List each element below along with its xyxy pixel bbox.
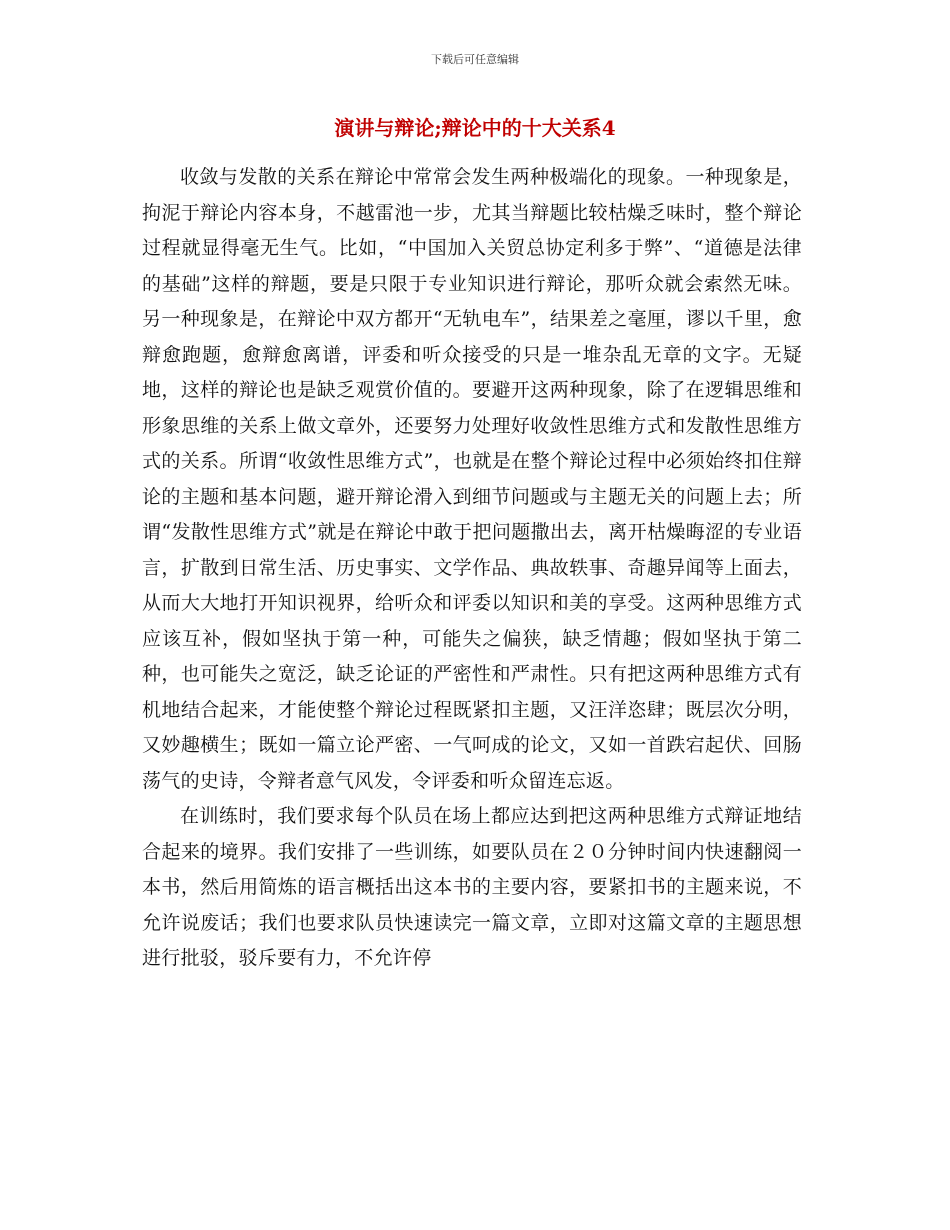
document-title: 演讲与辩论;辩论中的十大关系4 (334, 116, 616, 140)
paragraph-1: 收敛与发散的关系在辩论中常常会发生两种极端化的现象。一种现象是，拘泥于辩论内容本身，不越雷池一步，尤其当辩题比较枯燥乏味时，整个辩论过程就显得毫无生气。比如，“中国加入关贸总协定利多于弊”、“道德是法律的基础”这样的辩题，要是只限于专业知识进行辩论，那听众就会索然无味。另一种现象是，在辩论中双方都开“无轨电车”，结果差之毫厘，谬以千里，愈辩愈跑题，愈辩愈离谱，评委和听众接受的只是一堆杂乱无章的文字。无疑地，这样的辩论也是缺乏观赏价值的。要避开这两种现象，除了在逻辑思维和形象思维的关系上做文章外，还要努力处理好收敛性思维方式和发散性思维方式的关系。所谓“收敛性思维方式”，也就是在整个辩论过程中必须始终扣住辩论的主题和基本问题，避开辩论滑入到细节问题或与主题无关的问题上去；所谓“发散性思维方式”就是在辩论中敢于把问题撒出去，离开枯燥晦涩的专业语言，扩散到日常生活、历史事实、文学作品、典故轶事、奇趣异闻等上面去，从而大大地打开知识视界，给听众和评委以知识和美的享受。这两种思维方式应该互补，假如坚执于第一种，可能失之偏狭，缺乏情趣；假如坚执于第二种，也可能失之宽泛，缺乏论证的严密性和严肃性。只有把这两种思维方式有机地结合起来，才能使整个辩论过程既紧扣主题，又汪洋恣肆；既层次分明，又妙趣横生；既如一篇立论严密、一气呵成的论文，又如一首跌宕起伏、回肠荡气的史诗，令辩者意气风发，令评委和听众留连忘返。 (142, 166, 802, 792)
paragraph-2: 在训练时，我们要求每个队员在场上都应达到把这两种思维方式辩证地结合起来的境界。我们安排了一些训练，如要队员在２０分钟时间内快速翻阅一本书，然后用简炼的语言概括出这本书的主要内容，要紧扣书的主题来说，不允许说废话；我们也要求队员快速读完一篇文章，立即对这篇文章的主题思想进行批驳，驳斥要有力，不允许停 (142, 805, 802, 969)
document-body (142, 160, 802, 977)
page-header: 下载后可任意编辑 (431, 53, 519, 66)
